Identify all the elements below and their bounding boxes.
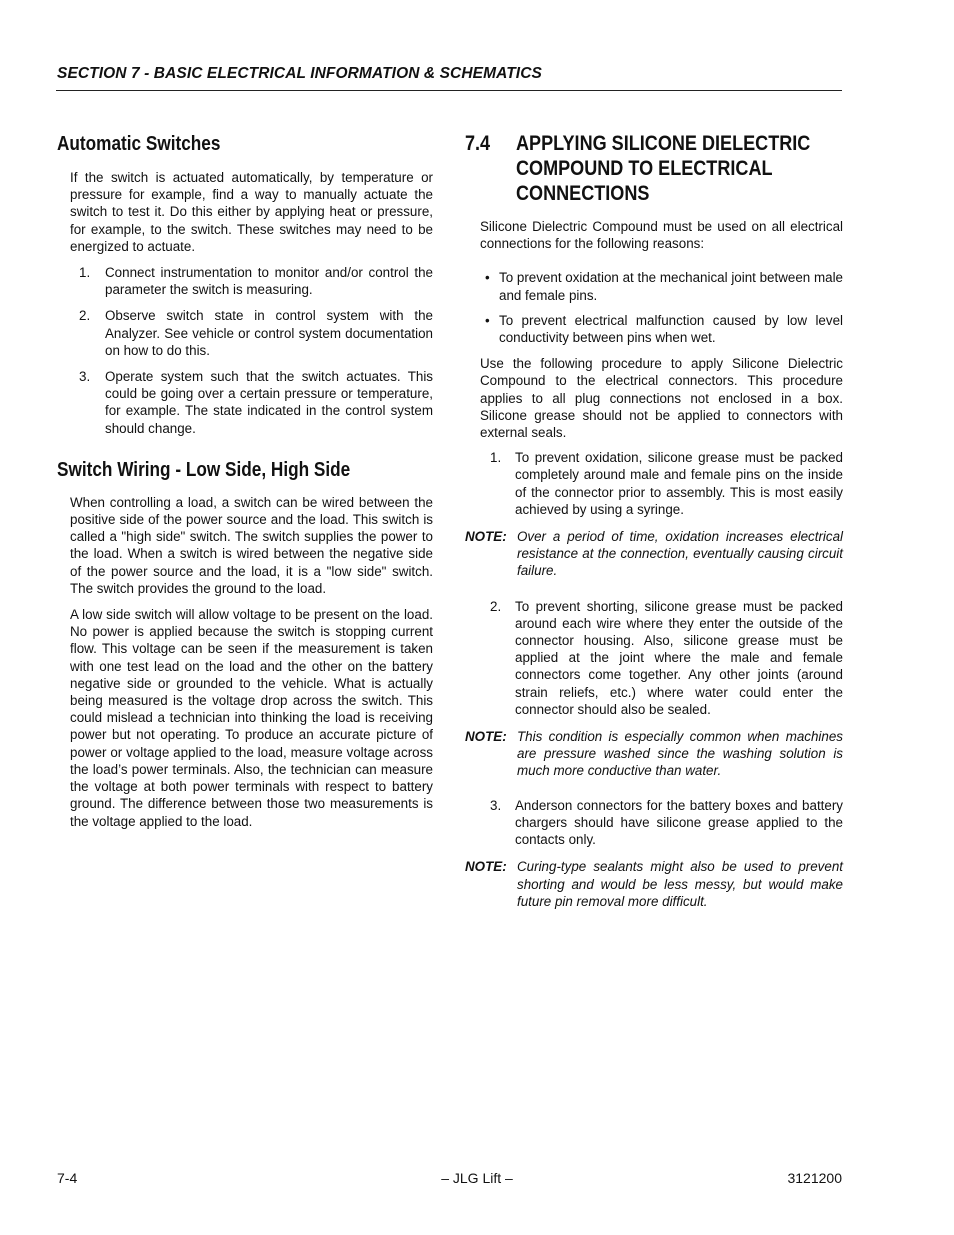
list-number: 3.: [490, 797, 502, 813]
note-text: Curing-type sealants might also be used to prevent shorting and would be less messy, but would make future pin removal more difficult.: [517, 859, 843, 909]
note-text: Over a period of time, oxidation increases electrical resistance at the connection, eventually causing circuit failure.: [517, 529, 843, 579]
bullet-text: To prevent electrical malfunction caused by low level conductivity between pins when wet.: [499, 312, 843, 346]
procedure-step-1: [465, 449, 843, 518]
section-header: SECTION 7 - BASIC ELECTRICAL INFORMATION & SCHEMATICS: [57, 65, 542, 82]
note-2: [465, 728, 843, 780]
list-number: 3.: [79, 369, 91, 385]
bullet-item: [465, 269, 843, 303]
procedure-paragraph: Use the following procedure to apply Silicone Dielectric Compound to the electrical connectors. This procedure applies to all plug connections not enclosed in a box. Silicone grease should not be applied to connectors with external seals.: [480, 356, 843, 441]
automatic-switches-steps: [57, 264, 433, 437]
note-3: [465, 858, 843, 910]
list-number: 2.: [79, 308, 91, 324]
note-1: [465, 528, 843, 580]
right-column: [465, 131, 843, 910]
list-number: 2.: [490, 598, 502, 614]
heading-switch-wiring: Switch Wiring - Low Side, High Side: [57, 458, 351, 481]
note-label: NOTE:: [465, 729, 507, 745]
procedure-step-3: [465, 797, 843, 849]
switch-wiring-paragraph-2: A low side switch will allow voltage to be present on the load. No power is applied because the switch is stopping current flow. This voltage can be seen if the measurement is taken with one test lead on the load and the other on the battery negative side or grounded to the vehicle. What is actually being measured is the voltage drop across the switch. This could mislead a technician into thinking the load is receiving power but not operating. To produce an accurate picture of power or voltage applied to the load, measure voltage across the load’s power terminals. Also, the technician can measure the voltage at both power terminals with respect to battery ground. The difference between those two measurements is the voltage applied to the load.: [70, 607, 433, 829]
note-label: NOTE:: [465, 859, 507, 875]
list-text: To prevent oxidation, silicone grease must be packed completely around male and female pins on the inside of the connector prior to assembly. This is most easily achieved by using a syringe.: [515, 450, 843, 517]
bullet-icon: •: [485, 270, 490, 286]
list-text: To prevent shorting, silicone grease must be packed around each wire where they enter the outside of the connector housing. Also, silicone grease must be applied at the joint where the male and female connectors come together. Any other joints (around strain reliefs, etc.) where water could enter the connector should also be sealed.: [515, 598, 843, 717]
list-item: [57, 368, 433, 437]
bullet-item: [465, 312, 843, 346]
list-number: 1.: [490, 450, 502, 466]
procedure-step-2: [465, 598, 843, 718]
list-text: Connect instrumentation to monitor and/or control the parameter the switch is measuring.: [105, 265, 433, 298]
note-text: This condition is especially common when machines are pressure washed since the washing solution is much more conductive than water.: [517, 729, 843, 779]
section-number: 7.4: [465, 132, 491, 155]
heading-automatic-switches: Automatic Switches: [57, 133, 221, 155]
list-item: [57, 307, 433, 359]
left-column: [57, 131, 433, 830]
page-number: 7-4: [57, 1170, 78, 1186]
list-item: [57, 264, 433, 298]
switch-wiring-paragraph-1: When controlling a load, a switch can be wired between the positive side of the power source and the load. This switch is called a "high side" switch. The switch supplies the power to the load. When a switch is wired between the negative side of the power source and the load, it is a "low side" switch. The switch provides the ground to the load.: [70, 494, 433, 596]
section-title: APPLYING SILICONE DIELECTRIC COMPOUND TO ELECTRICAL CONNECTIONS: [516, 132, 811, 205]
list-text: Operate system such that the switch actuates. This could be going over a certain pressure or temperature, for example. The state indicated in the control system should change.: [105, 369, 433, 436]
bullet-text: To prevent oxidation at the mechanical joint between male and female pins.: [499, 270, 843, 303]
reasons-list: [465, 269, 843, 346]
note-label: NOTE:: [465, 529, 507, 545]
list-text: Observe switch state in control system with the Analyzer. See vehicle or control system documentation on how to do this.: [105, 308, 433, 358]
bullet-icon: •: [485, 312, 490, 328]
intro-paragraph: Silicone Dielectric Compound must be used on all electrical connections for the following reasons:: [480, 219, 843, 252]
list-text: Anderson connectors for the battery boxes and battery chargers should have silicone grease applied to the contacts only.: [515, 797, 843, 848]
document-number: 3121200: [787, 1170, 842, 1186]
footer-brand: – JLG Lift –: [441, 1170, 513, 1186]
automatic-switches-paragraph: If the switch is actuated automatically, by temperature or pressure for example, find a way to manually actuate the switch to test it. Do this either by applying heat or pressure, for example, to the switch. These switches may need to be energized to actuate.: [70, 170, 433, 254]
list-number: 1.: [79, 265, 91, 281]
section-heading: [465, 131, 843, 209]
header-rule: [56, 90, 842, 91]
